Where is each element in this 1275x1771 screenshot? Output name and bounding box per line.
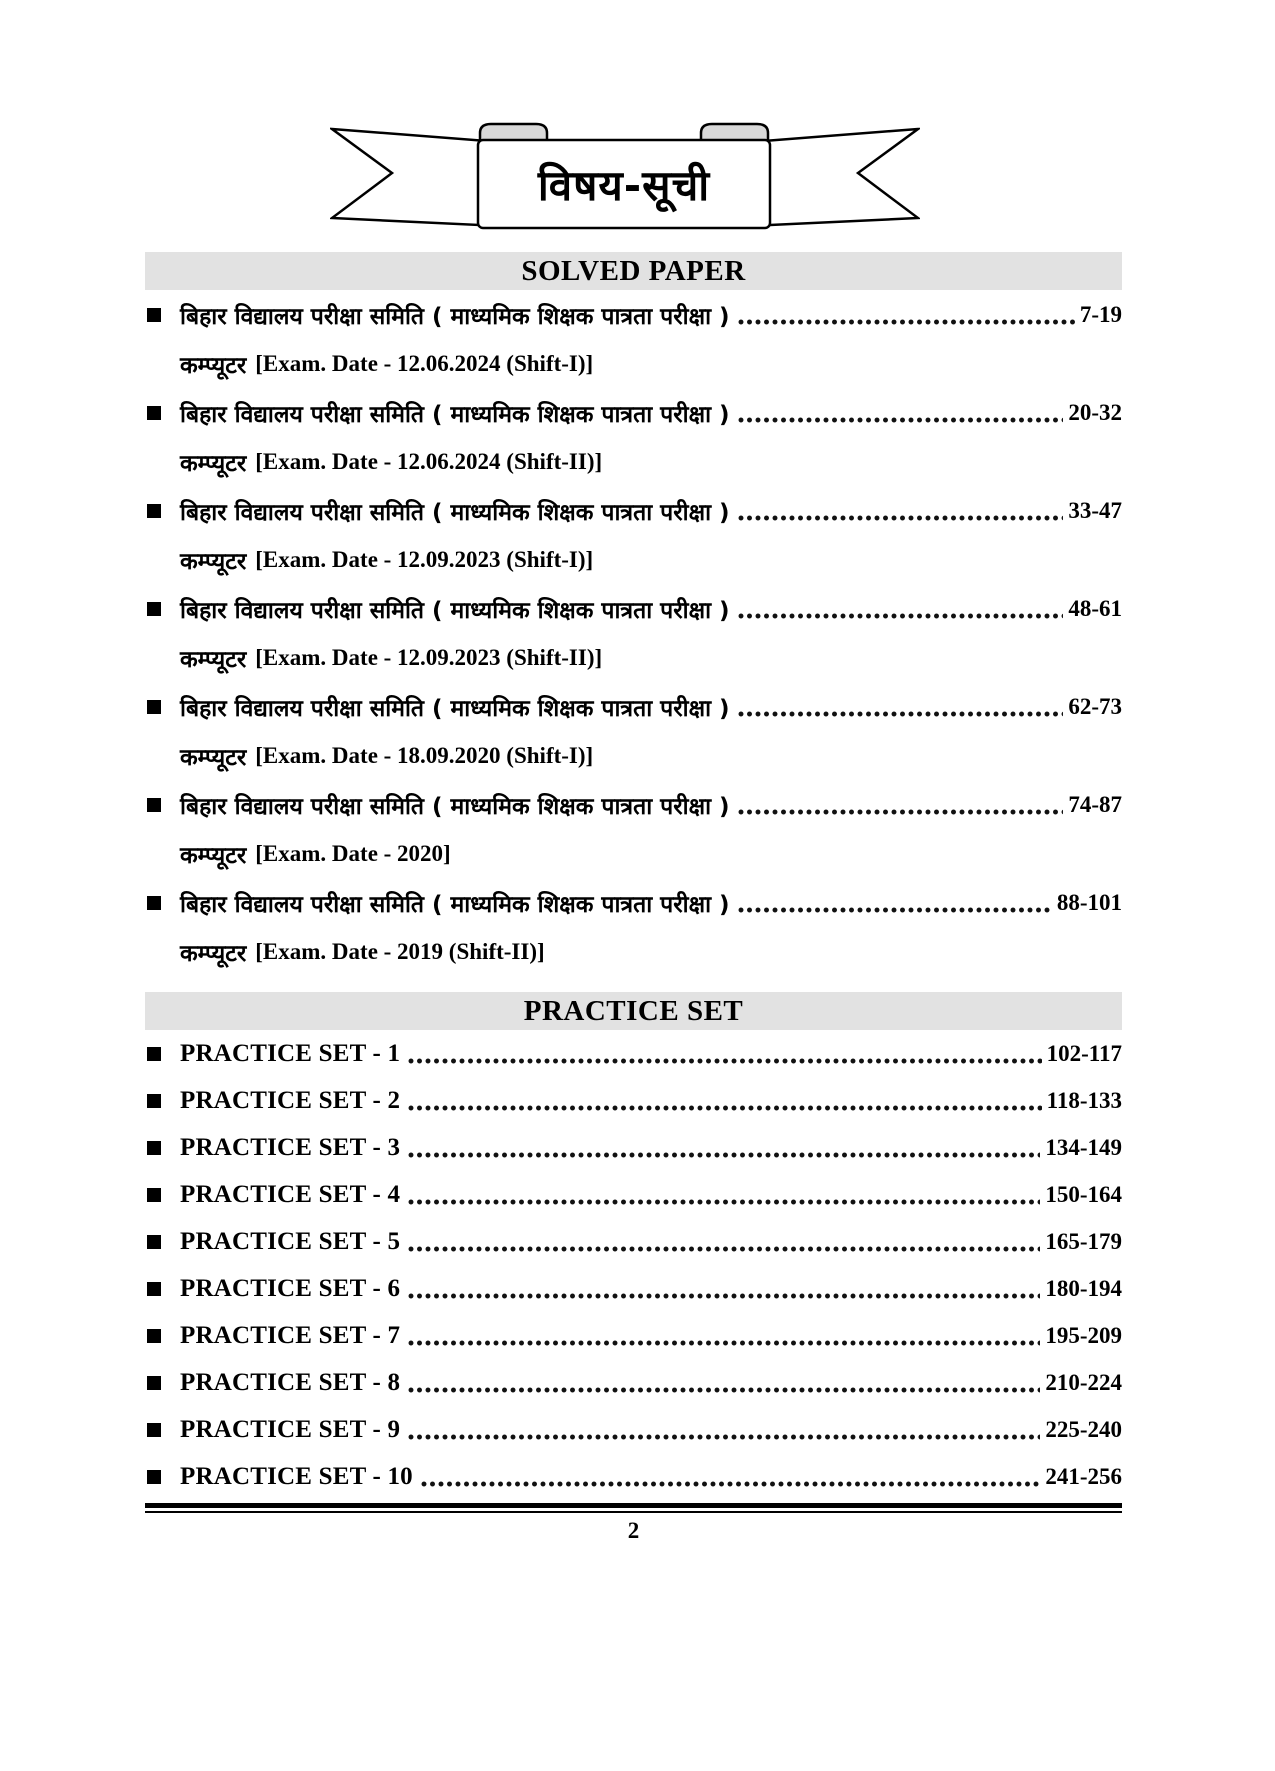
toc-entry	[145, 1312, 1122, 1359]
toc-entry-subtitle	[145, 633, 1122, 682]
dot-leader	[738, 613, 1064, 619]
ribbon-right-tail	[750, 129, 918, 226]
entry-title: PRACTICE SET - 9	[180, 1415, 401, 1443]
bullet-square-icon	[147, 602, 161, 616]
toc-entry-subtitle	[145, 535, 1122, 584]
entry-pages: 134-149	[1045, 1134, 1122, 1160]
entry-pages: 7-19	[1079, 301, 1122, 327]
toc-entry	[145, 1124, 1122, 1171]
entry-title: बिहार विद्यालय परीक्षा समिति ( माध्यमिक शिक्षक पात्रता परीक्षा )	[180, 499, 730, 526]
dot-leader	[738, 515, 1064, 521]
toc-entry	[145, 878, 1122, 927]
toc-entry	[145, 584, 1122, 633]
toc-entry	[145, 1453, 1122, 1500]
entry-title: PRACTICE SET - 4	[180, 1180, 401, 1208]
dot-leader	[408, 1105, 1041, 1111]
entry-pages: 118-133	[1046, 1087, 1122, 1113]
toc-entry-subtitle	[145, 829, 1122, 878]
dot-leader	[738, 711, 1064, 717]
subtitle-hindi: कम्प्यूटर	[180, 548, 247, 575]
bullet-square-icon	[147, 1282, 161, 1296]
bullet-square-icon	[147, 1188, 161, 1202]
subtitle-hindi: कम्प्यूटर	[180, 646, 247, 673]
bullet-square-icon	[147, 896, 161, 910]
subtitle-hindi: कम्प्यूटर	[180, 352, 247, 379]
subtitle-exam-date: [Exam. Date - 18.09.2020 (Shift-I)]	[255, 742, 594, 768]
entry-pages: 74-87	[1068, 791, 1122, 817]
subtitle-exam-date: [Exam. Date - 12.06.2024 (Shift-I)]	[255, 350, 594, 376]
dot-leader	[738, 809, 1064, 815]
toc-entry	[145, 1218, 1122, 1265]
entry-title: PRACTICE SET - 10	[180, 1462, 413, 1490]
bullet-square-icon	[147, 1047, 161, 1061]
page-title: विषय-सूची	[537, 160, 711, 210]
subtitle-exam-date: [Exam. Date - 2020]	[255, 840, 451, 866]
ribbon-banner	[330, 121, 920, 233]
bullet-square-icon	[147, 1470, 161, 1484]
entry-title: बिहार विद्यालय परीक्षा समिति ( माध्यमिक शिक्षक पात्रता परीक्षा )	[180, 401, 730, 428]
bullet-square-icon	[147, 1376, 161, 1390]
entry-title: बिहार विद्यालय परीक्षा समिति ( माध्यमिक शिक्षक पात्रता परीक्षा )	[180, 303, 730, 330]
entry-pages: 180-194	[1045, 1275, 1122, 1301]
dot-leader	[738, 907, 1052, 913]
entry-pages: 150-164	[1045, 1181, 1122, 1207]
entry-title: बिहार विद्यालय परीक्षा समिति ( माध्यमिक शिक्षक पात्रता परीक्षा )	[180, 793, 730, 820]
entry-pages: 195-209	[1045, 1322, 1122, 1348]
entry-pages: 62-73	[1068, 693, 1122, 719]
bullet-square-icon	[147, 1329, 161, 1343]
entry-pages: 225-240	[1045, 1416, 1122, 1442]
subtitle-exam-date: [Exam. Date - 12.09.2023 (Shift-I)]	[255, 546, 594, 572]
subtitle-hindi: कम्प्यूटर	[180, 842, 247, 869]
bullet-square-icon	[147, 308, 161, 322]
entry-title: PRACTICE SET - 5	[180, 1227, 401, 1255]
dot-leader	[408, 1293, 1040, 1299]
subtitle-hindi: कम्प्यूटर	[180, 744, 247, 771]
section-header-solved-paper	[145, 252, 1122, 290]
dot-leader	[408, 1199, 1040, 1205]
subtitle-exam-date: [Exam. Date - 2019 (Shift-II)]	[255, 938, 545, 964]
page-number: 2	[627, 1518, 640, 1543]
footer-rule	[145, 1503, 1122, 1513]
toc-entry-subtitle	[145, 339, 1122, 388]
entry-pages: 241-256	[1045, 1463, 1122, 1489]
toc-entry	[145, 780, 1122, 829]
subtitle-hindi: कम्प्यूटर	[180, 450, 247, 477]
toc-entry-subtitle	[145, 437, 1122, 486]
entry-title: PRACTICE SET - 3	[180, 1133, 401, 1161]
toc-entry-subtitle	[145, 731, 1122, 780]
dot-leader	[408, 1434, 1040, 1440]
bullet-square-icon	[147, 1094, 161, 1108]
subtitle-hindi: कम्प्यूटर	[180, 940, 247, 967]
entry-title: बिहार विद्यालय परीक्षा समिति ( माध्यमिक शिक्षक पात्रता परीक्षा )	[180, 891, 730, 918]
section-header-practice-set	[145, 992, 1122, 1030]
toc-entry	[145, 486, 1122, 535]
dot-leader	[408, 1152, 1040, 1158]
entry-pages: 33-47	[1068, 497, 1122, 523]
bullet-square-icon	[147, 1235, 161, 1249]
entry-pages: 88-101	[1056, 889, 1122, 915]
entry-title: PRACTICE SET - 7	[180, 1321, 401, 1349]
toc-entry	[145, 1171, 1122, 1218]
toc-entry	[145, 1030, 1122, 1077]
toc-entry	[145, 682, 1122, 731]
bullet-square-icon	[147, 700, 161, 714]
entry-pages: 102-117	[1046, 1040, 1122, 1066]
entry-title: PRACTICE SET - 6	[180, 1274, 401, 1302]
entry-title: PRACTICE SET - 8	[180, 1368, 401, 1396]
toc-entry	[145, 1359, 1122, 1406]
entry-pages: 165-179	[1045, 1228, 1122, 1254]
entry-pages: 20-32	[1068, 399, 1122, 425]
bullet-square-icon	[147, 1423, 161, 1437]
dot-leader	[408, 1058, 1041, 1064]
subtitle-exam-date: [Exam. Date - 12.09.2023 (Shift-II)]	[255, 644, 603, 670]
subtitle-exam-date: [Exam. Date - 12.06.2024 (Shift-II)]	[255, 448, 603, 474]
entry-title: PRACTICE SET - 2	[180, 1086, 401, 1114]
toc-entry-subtitle	[145, 927, 1122, 976]
ribbon-left-tail	[332, 129, 500, 226]
bullet-square-icon	[147, 504, 161, 518]
bullet-square-icon	[147, 1141, 161, 1155]
section-header-label: PRACTICE SET	[523, 994, 744, 1027]
toc-entry	[145, 1077, 1122, 1124]
entry-title: बिहार विद्यालय परीक्षा समिति ( माध्यमिक शिक्षक पात्रता परीक्षा )	[180, 695, 730, 722]
dot-leader	[738, 417, 1064, 423]
toc-page	[0, 121, 1275, 1544]
bullet-square-icon	[147, 406, 161, 420]
toc-entry	[145, 1406, 1122, 1453]
toc-entry	[145, 290, 1122, 339]
dot-leader	[421, 1481, 1040, 1487]
entry-title: PRACTICE SET - 1	[180, 1039, 401, 1067]
entry-title: बिहार विद्यालय परीक्षा समिति ( माध्यमिक शिक्षक पात्रता परीक्षा )	[180, 597, 730, 624]
toc-entry	[145, 1265, 1122, 1312]
section-header-label: SOLVED PAPER	[521, 254, 746, 287]
dot-leader	[408, 1340, 1040, 1346]
entry-pages: 48-61	[1068, 595, 1122, 621]
bullet-square-icon	[147, 798, 161, 812]
toc-entry	[145, 388, 1122, 437]
dot-leader	[408, 1246, 1040, 1252]
entry-pages: 210-224	[1045, 1369, 1122, 1395]
dot-leader	[738, 319, 1075, 325]
dot-leader	[408, 1387, 1040, 1393]
